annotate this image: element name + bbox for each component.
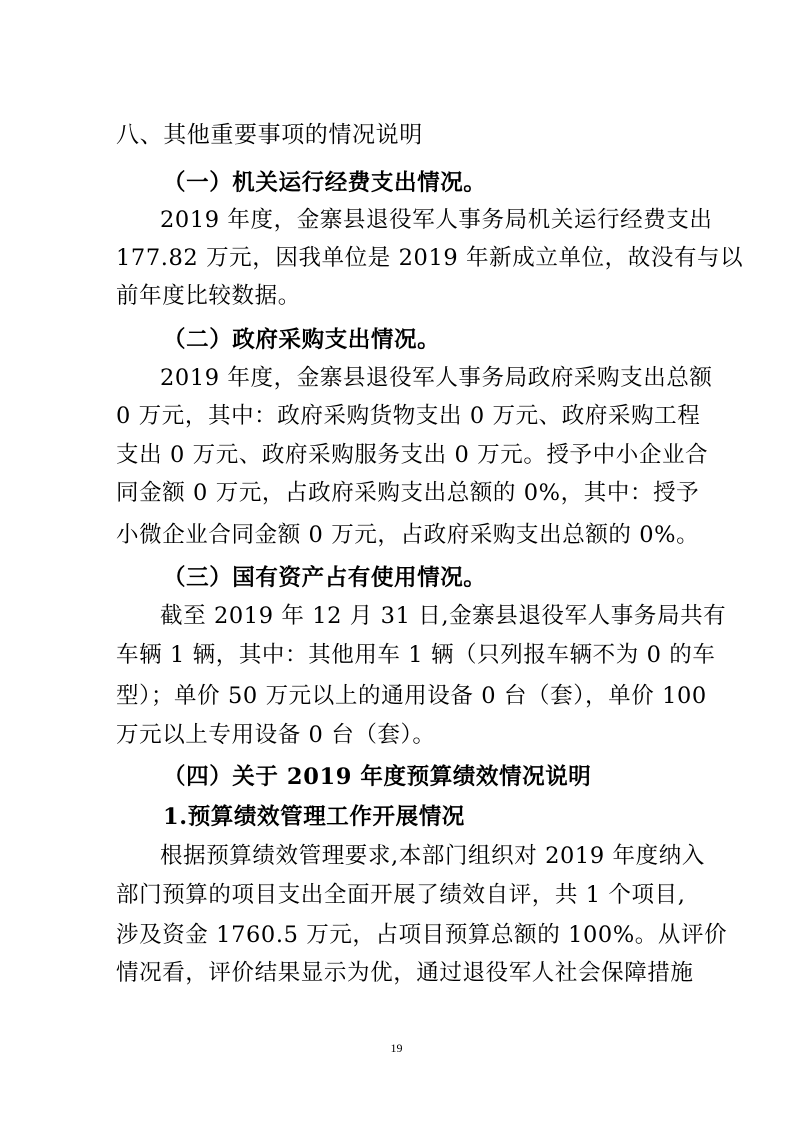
paragraph-line: 型）；单价 50 万元以上的通用设备 0 台（套），单价 100	[116, 683, 707, 709]
page-number: 19	[390, 1041, 403, 1055]
subsection-subheading: 1.预算绩效管理工作开展情况	[163, 804, 465, 830]
paragraph-line: 0 万元，其中：政府采购货物支出 0 万元、政府采购工程	[116, 403, 701, 429]
subsection-heading-4: （四）关于 2019 年度预算绩效情况说明	[163, 764, 592, 790]
paragraph-line: 根据预算绩效管理要求,本部门组织对 2019 年度纳入	[160, 843, 705, 869]
subsection-heading-2: （二）政府采购支出情况。	[163, 327, 441, 353]
paragraph-line: 车辆 1 辆，其中：其他用车 1 辆（只列报车辆不为 0 的车	[116, 642, 716, 668]
paragraph-line: 涉及资金 1760.5 万元，占项目预算总额的 100%。从评价	[116, 922, 728, 948]
paragraph-line: 2019 年度，金寨县退役军人事务局政府采购支出总额	[160, 365, 713, 391]
paragraph-line: 支出 0 万元、政府采购服务支出 0 万元。授予中小企业合	[116, 442, 709, 468]
subsection-heading-3: （三）国有资产占有使用情况。	[163, 565, 487, 591]
paragraph-line: 截至 2019 年 12 月 31 日,金寨县退役军人事务局共有	[160, 603, 727, 629]
paragraph-line: 小微企业合同金额 0 万元，占政府采购支出总额的 0%。	[116, 522, 700, 548]
paragraph-line: 前年度比较数据。	[116, 283, 301, 309]
subsection-heading-1: （一）机关运行经费支出情况。	[163, 170, 487, 196]
paragraph-line: 情况看，评价结果显示为优，通过退役军人社会保障措施	[116, 960, 694, 986]
section-heading: 八、其他重要事项的情况说明	[116, 122, 423, 148]
paragraph-line: 177.82 万元，因我单位是 2019 年新成立单位，故没有与以	[116, 245, 744, 271]
paragraph-line: 部门预算的项目支出全面开展了绩效自评，共 1 个项目,	[116, 882, 686, 908]
paragraph-line: 2019 年度，金寨县退役军人事务局机关运行经费支出	[160, 207, 713, 233]
paragraph-line: 万元以上专用设备 0 台（套）。	[116, 722, 436, 748]
paragraph-line: 同金额 0 万元，占政府采购支出总额的 0%，其中：授予	[116, 480, 700, 506]
